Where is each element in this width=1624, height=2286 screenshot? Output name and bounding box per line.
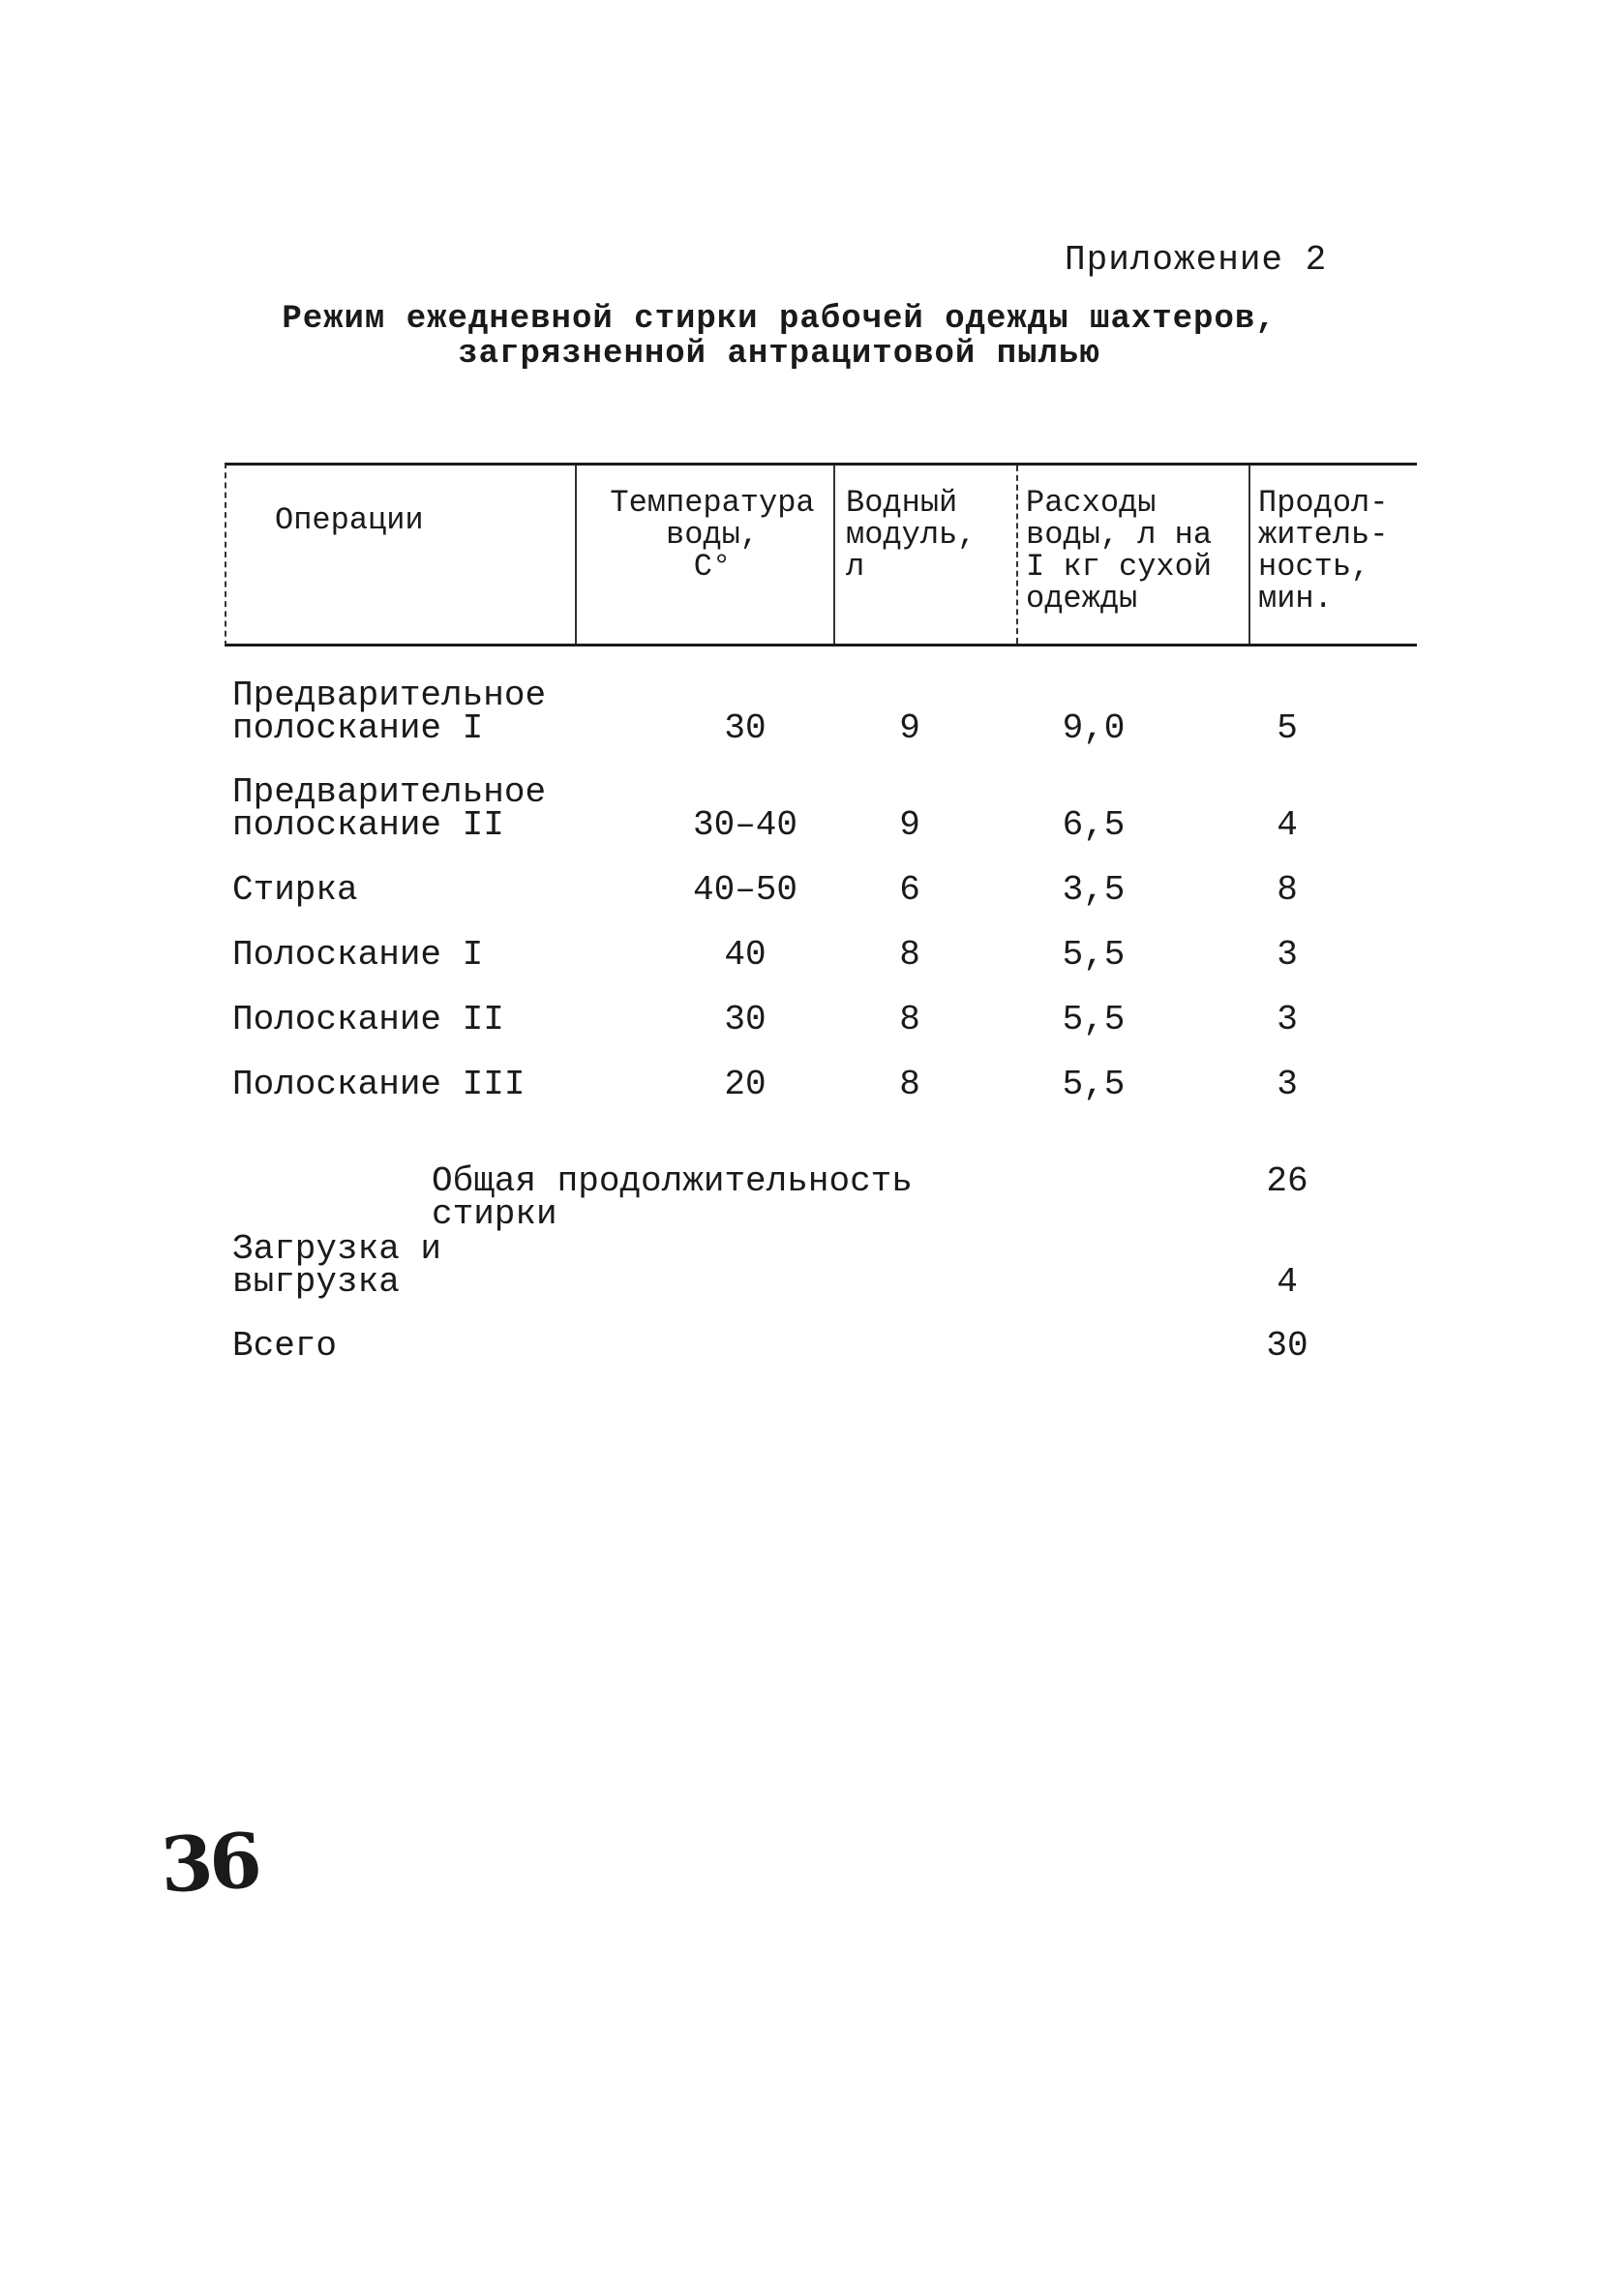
table-row	[232, 1000, 1423, 1042]
row-operation: Полоскание III	[232, 1065, 526, 1104]
grand-total-duration: 30	[1266, 1326, 1308, 1366]
row-temperature: 30	[724, 708, 767, 748]
header-divider	[833, 466, 835, 644]
header-divider	[1248, 466, 1250, 644]
row-water-flow: 5,5	[1062, 1065, 1126, 1104]
loading-row	[232, 1229, 1423, 1302]
grand-total-row	[232, 1326, 1423, 1369]
row-water-module: 9	[899, 708, 920, 748]
row-temperature: 30	[724, 1000, 767, 1039]
row-water-module: 8	[899, 1000, 920, 1039]
table-header	[225, 463, 1417, 647]
row-operation: Предварительное полоскание I	[232, 676, 547, 748]
document-title	[232, 302, 1326, 372]
title-line-1: Режим ежедневной стирки рабочей одежды шахтеров,	[282, 301, 1277, 338]
row-operation: Полоскание II	[232, 1000, 504, 1039]
table-row	[232, 772, 1423, 845]
total-wash-duration: 26	[1266, 1161, 1308, 1201]
row-water-module: 6	[899, 870, 920, 910]
row-duration: 3	[1277, 1065, 1298, 1104]
row-duration: 3	[1277, 1000, 1298, 1039]
row-water-flow: 6,5	[1062, 805, 1126, 845]
header-duration: Продол- житель- ность, мин.	[1258, 485, 1389, 617]
row-operation: Предварительное полоскание II	[232, 772, 547, 845]
total-wash-row	[232, 1161, 1423, 1234]
header-divider	[1016, 466, 1018, 644]
table-row	[232, 676, 1423, 748]
table-row	[232, 1065, 1423, 1107]
total-wash-label: Общая продолжительность стирки	[432, 1161, 913, 1234]
row-water-flow: 3,5	[1062, 870, 1126, 910]
row-operation: Полоскание I	[232, 935, 484, 975]
page-number: 36	[158, 1817, 260, 1910]
loading-label: Загрузка и выгрузка	[232, 1229, 442, 1302]
header-temperature: Температура воды, С°	[610, 485, 815, 585]
row-duration: 5	[1277, 708, 1298, 748]
row-temperature: 40–50	[692, 870, 798, 910]
header-operation: Операции	[275, 502, 424, 538]
row-duration: 3	[1277, 935, 1298, 975]
appendix-label: Приложение 2	[1065, 240, 1328, 280]
header-divider	[575, 466, 577, 644]
loading-duration: 4	[1277, 1262, 1298, 1302]
table-row	[232, 870, 1423, 913]
grand-total-label: Всего	[232, 1326, 338, 1366]
header-water-module: Водный модуль, л	[846, 485, 977, 585]
row-water-flow: 5,5	[1062, 935, 1126, 975]
row-temperature: 40	[724, 935, 767, 975]
row-duration: 4	[1277, 805, 1298, 845]
row-operation: Стирка	[232, 870, 358, 910]
row-duration: 8	[1277, 870, 1298, 910]
table-row	[232, 935, 1423, 978]
row-temperature: 20	[724, 1065, 767, 1104]
row-water-module: 8	[899, 935, 920, 975]
row-water-module: 9	[899, 805, 920, 845]
header-water-flow: Расходы воды, л на I кг сухой одежды	[1026, 485, 1213, 617]
row-water-flow: 5,5	[1062, 1000, 1126, 1039]
title-line-2: загрязненной антрацитовой пылью	[458, 336, 1100, 373]
row-temperature: 30–40	[692, 805, 798, 845]
row-water-module: 8	[899, 1065, 920, 1104]
row-water-flow: 9,0	[1062, 708, 1126, 748]
